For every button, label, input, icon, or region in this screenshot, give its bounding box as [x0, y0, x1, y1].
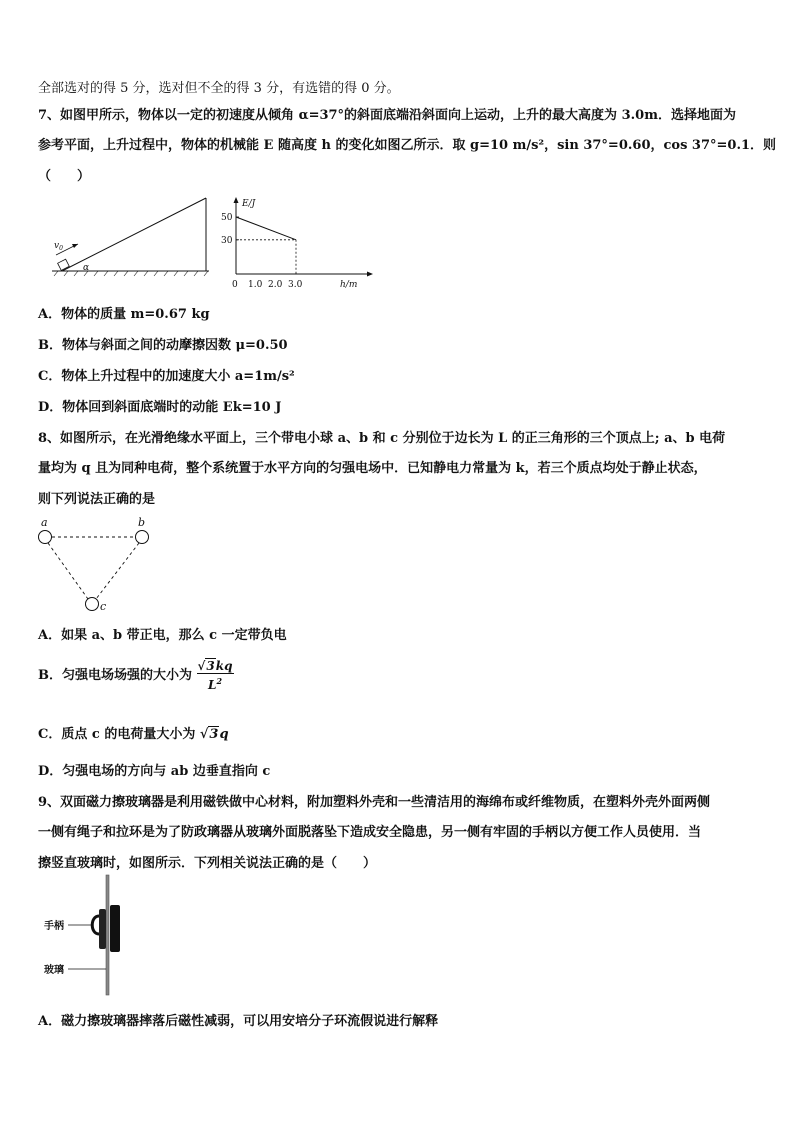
triangle-charges-diagram: [36, 512, 161, 614]
label-a: a: [41, 516, 48, 529]
charge-c: [86, 598, 99, 611]
x-axis-arrow: [367, 272, 373, 277]
field-strength-fraction: [197, 659, 234, 692]
ground-hatching: [54, 271, 208, 276]
glass-label: 玻璃: [44, 965, 64, 976]
q7-stem-line-3: （ ）: [38, 169, 91, 184]
q9-option-a: A．磁力擦玻璃器摔落后磁性减弱，可以用安培分子环流假说进行解释: [38, 1014, 439, 1029]
q9-stem-line-2: 一侧有绳子和拉环是为了防政璃器从玻璃外面脱落坠下造成安全隐患，另一侧有牢固的手柄以方便工作人员使用．当: [38, 825, 702, 840]
charge-magnitude: √3q: [199, 727, 229, 742]
v0-label: $v_0$: [54, 241, 63, 252]
y-axis-label: E/J: [242, 199, 256, 209]
q8-option-b: [38, 659, 234, 692]
fraction-numerator: √3kq: [197, 659, 233, 673]
q9-stem-line-3: 擦竖直玻璃时，如图所示．下列相关说法正确的是（ ）: [38, 856, 377, 871]
q7-option-a: A．物体的质量 m=0.67 kg: [38, 307, 210, 322]
x-ticks: [232, 280, 303, 290]
q7-stem-line-2: 参考平面，上升过程中，物体的机械能 E 随高度 h 的变化如图乙所示．取 g=10 m/s²，sin 37°=0.60，cos 37°=0.1．则: [38, 138, 777, 153]
x-tick-label: 3.0: [288, 280, 303, 290]
outer-cleaner-block: [110, 905, 120, 952]
q8-option-d: D．匀强电场的方向与 ab 边垂直指向 c: [38, 764, 271, 779]
charge-a: [39, 531, 52, 544]
y-tick-label: 50: [221, 213, 233, 223]
q7-option-d: D．物体回到斜面底端时的动能 Ek=10 J: [38, 400, 282, 415]
label-c: c: [100, 600, 107, 613]
alpha-label: α: [83, 263, 90, 273]
q9-stem-line-1: 9、双面磁力擦玻璃器是利用磁铁做中心材料，附加塑料外壳和一些清洁用的海绵布或纤维物质，在塑料外壳外面两侧: [38, 795, 711, 810]
energy-height-chart: [216, 192, 376, 292]
q7-option-b: B．物体与斜面之间的动摩擦因数 μ=0.50: [38, 338, 288, 353]
inner-cleaner-block: [99, 909, 106, 949]
q8-option-a: A．如果 a、b 带正电，那么 c 一定带负电: [38, 628, 287, 643]
y-tick-label: 30: [221, 235, 233, 246]
x-tick-label: 2.0: [268, 280, 283, 290]
x-tick-label: 1.0: [248, 280, 263, 290]
y-axis-arrow: [234, 197, 239, 203]
fraction-denominator: $L^2$: [208, 676, 223, 692]
handle-label: 手柄: [44, 921, 64, 932]
charge-b: [136, 531, 149, 544]
q8-option-b-text: B．匀强电场场强的大小为: [38, 668, 192, 683]
incline-surface: [62, 198, 206, 271]
q7-stem-line-1: 7、如图甲所示，物体以一定的初速度从倾角 α=37°的斜面底端沿斜面向上运动，上升的最大高度为 3.0m．选择地面为: [38, 108, 736, 123]
q8-option-c: [38, 723, 229, 742]
q8-stem-line-1: 8、如图所示，在光滑绝缘水平面上，三个带电小球 a、b 和 c 分别位于边长为 L 的正三角形的三个顶点上; a、b 电荷: [38, 431, 726, 446]
e-h-series-line: [236, 217, 296, 240]
glass-cleaner-diagram: [40, 872, 140, 998]
incline-diagram: [44, 190, 214, 280]
label-b: b: [138, 516, 146, 529]
q7-option-c: C．物体上升过程中的加速度大小 a=1m/s²: [38, 369, 295, 384]
q8-stem-line-3: 则下列说法正确的是: [38, 492, 156, 507]
handle-icon: [92, 916, 99, 934]
q8-stem-line-2: 量均为 q 且为同种电荷，整个系统置于水平方向的匀强电场中．已知静电力常量为 k，若三个质点均处于静止状态，: [38, 461, 707, 476]
x-axis-label: h/m: [340, 280, 358, 290]
side-bc: [96, 543, 139, 599]
instructions-line: 全部选对的得 5 分，选对但不全的得 3 分，有选错的得 0 分。: [38, 81, 400, 96]
glass-pane: [106, 875, 109, 995]
velocity-arrowhead: [72, 244, 78, 248]
q8-option-c-text: C．质点 c 的电荷量大小为: [38, 727, 196, 742]
x-tick-label: 0: [232, 280, 238, 290]
side-ac: [48, 543, 88, 599]
